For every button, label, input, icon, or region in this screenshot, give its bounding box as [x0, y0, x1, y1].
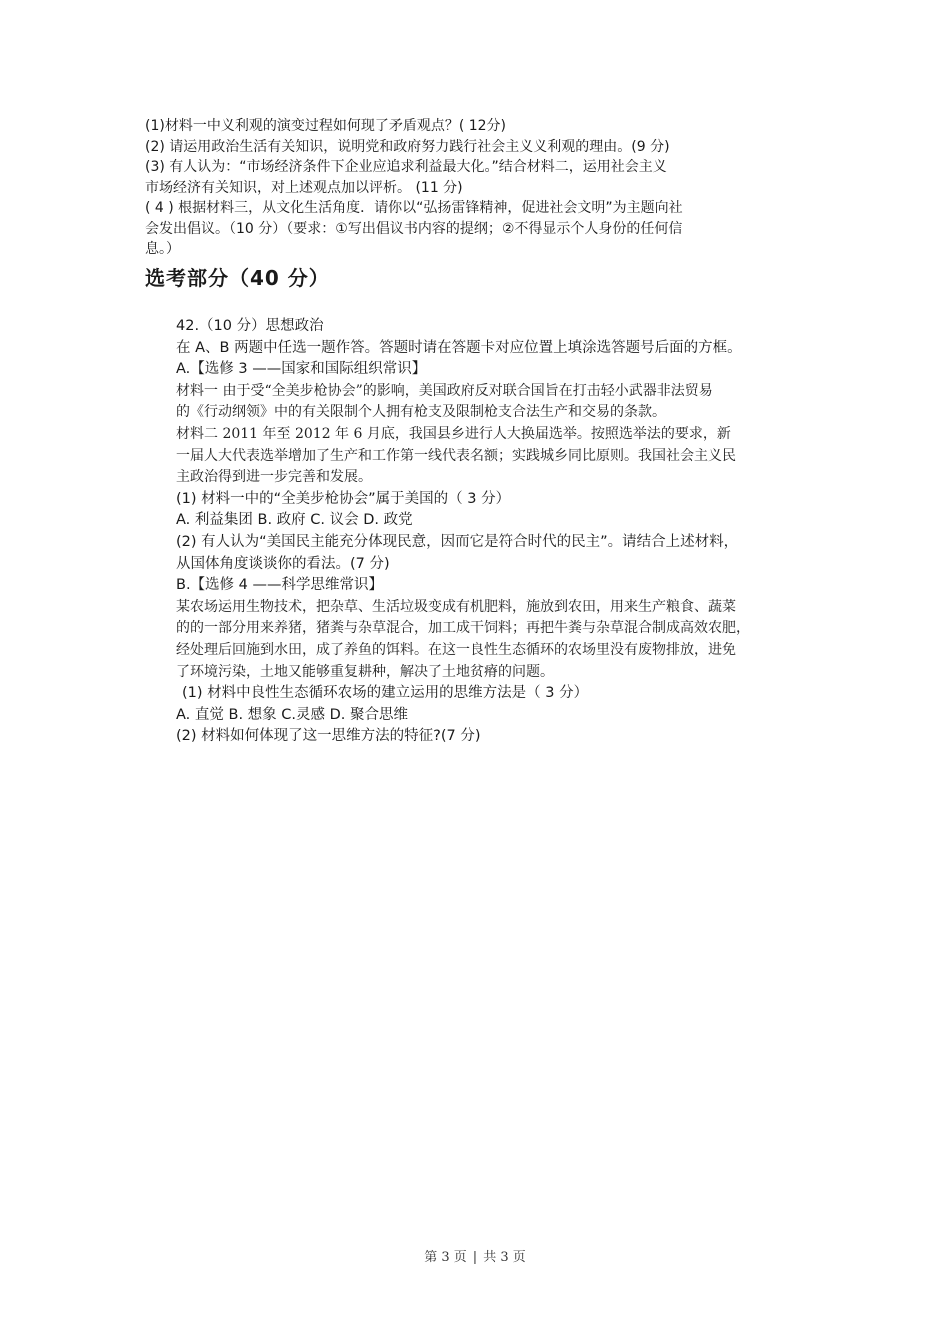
material-line: 材料一 由于受“全美步枪协会”的影响，美国政府反对联合国旨在打击轻小武器非法贸易 — [176, 382, 713, 399]
question-line: (1)材料一中义利观的演变过程如何现了矛盾观点？( 12分) — [145, 118, 507, 134]
material-line: 某农场运用生物技术，把杂草、生活垃圾变成有机肥料，施放到农田，用来生产粮食、蔬菜 — [176, 598, 736, 615]
answer-options: A. 利益集团 B. 政府 C. 议会 D. 政党 — [176, 512, 413, 529]
option-a-title: A.【选修 3 ——国家和国际组织常识】 — [176, 361, 427, 378]
sub-question: (1) 材料一中的“全美步枪协会”属于美国的（ 3 分） — [176, 490, 511, 507]
question-heading: 42.（10 分）思想政治 — [176, 318, 324, 334]
material-line: 的《行动纲领》中的有关限制个人拥有枪支及限制枪支合法生产和交易的条款。 — [176, 404, 666, 421]
previous-questions — [145, 116, 825, 260]
question-line: 市场经济有关知识，对上述观点加以评析。 (11 分) — [145, 179, 463, 196]
section-title: 选考部分（40 分） — [145, 266, 330, 290]
question-line: ( 4 ) 根据材料三，从文化生活角度．请你以“弘扬雷锋精神，促进社会文明”为主题向社 — [145, 200, 683, 216]
material-line: 一届人大代表选举增加了生产和工作第一线代表名额；实践城乡同比原则。我国社会主义民 — [176, 447, 736, 464]
footer-separator: | — [472, 1250, 478, 1265]
sub-question: (2) 材料如何体现了这一思维方法的特征?(7 分) — [176, 728, 481, 745]
question-line: 息。） — [145, 241, 180, 257]
question-line: (3) 有人认为：“市场经济条件下企业应追求利益最大化。”结合材料二，运用社会主义 — [145, 159, 667, 175]
page-footer — [0, 1246, 950, 1265]
question-42 — [176, 316, 841, 748]
sub-question: 从国体角度谈谈你的看法。(7 分) — [176, 555, 390, 572]
material-line: 了环境污染，土地又能够重复耕种，解决了土地贫瘠的问题。 — [176, 663, 554, 680]
page-total: 共 3 页 — [483, 1250, 526, 1265]
question-line: (2) 请运用政治生活有关知识，说明党和政府努力践行社会主义义利观的理由。(9 分) — [145, 138, 670, 155]
answer-options: A. 直觉 B. 想象 C.灵感 D. 聚合思维 — [176, 706, 408, 723]
page-number: 第 3 页 — [424, 1250, 467, 1265]
material-line: 的的一部分用来养猪，猪粪与杂草混合，加工成干饲料；再把牛粪与杂草混合制成高效农肥， — [176, 620, 750, 637]
question-line: 会发出倡议。（10 分）（要求：①写出倡议书内容的提纲；②不得显示个人身份的任何信 — [145, 220, 683, 237]
sub-question: (1) 材料中良性生态循环农场的建立运用的思维方法是（ 3 分） — [182, 685, 589, 702]
option-b-title: B.【选修 4 ——科学思维常识】 — [176, 577, 383, 594]
material-line: 材料二 2011 年至 2012 年 6 月底，我国县乡进行人大换届选举。按照选举法的要求，新 — [176, 425, 731, 442]
instruction-text: 在 A、B 两题中任选一题作答。答题时请在答题卡对应位置上填涂选答题号后面的方框。 — [176, 339, 742, 356]
material-line: 经处理后回施到水田，成了养鱼的饵料。在这一良性生态循环的农场里没有废物排放，进免 — [176, 641, 736, 658]
material-line: 主政治得到进一步完善和发展。 — [176, 469, 372, 486]
sub-question: (2) 有人认为“美国民主能充分体现民意，因而它是符合时代的民主”。请结合上述材料， — [176, 533, 739, 550]
